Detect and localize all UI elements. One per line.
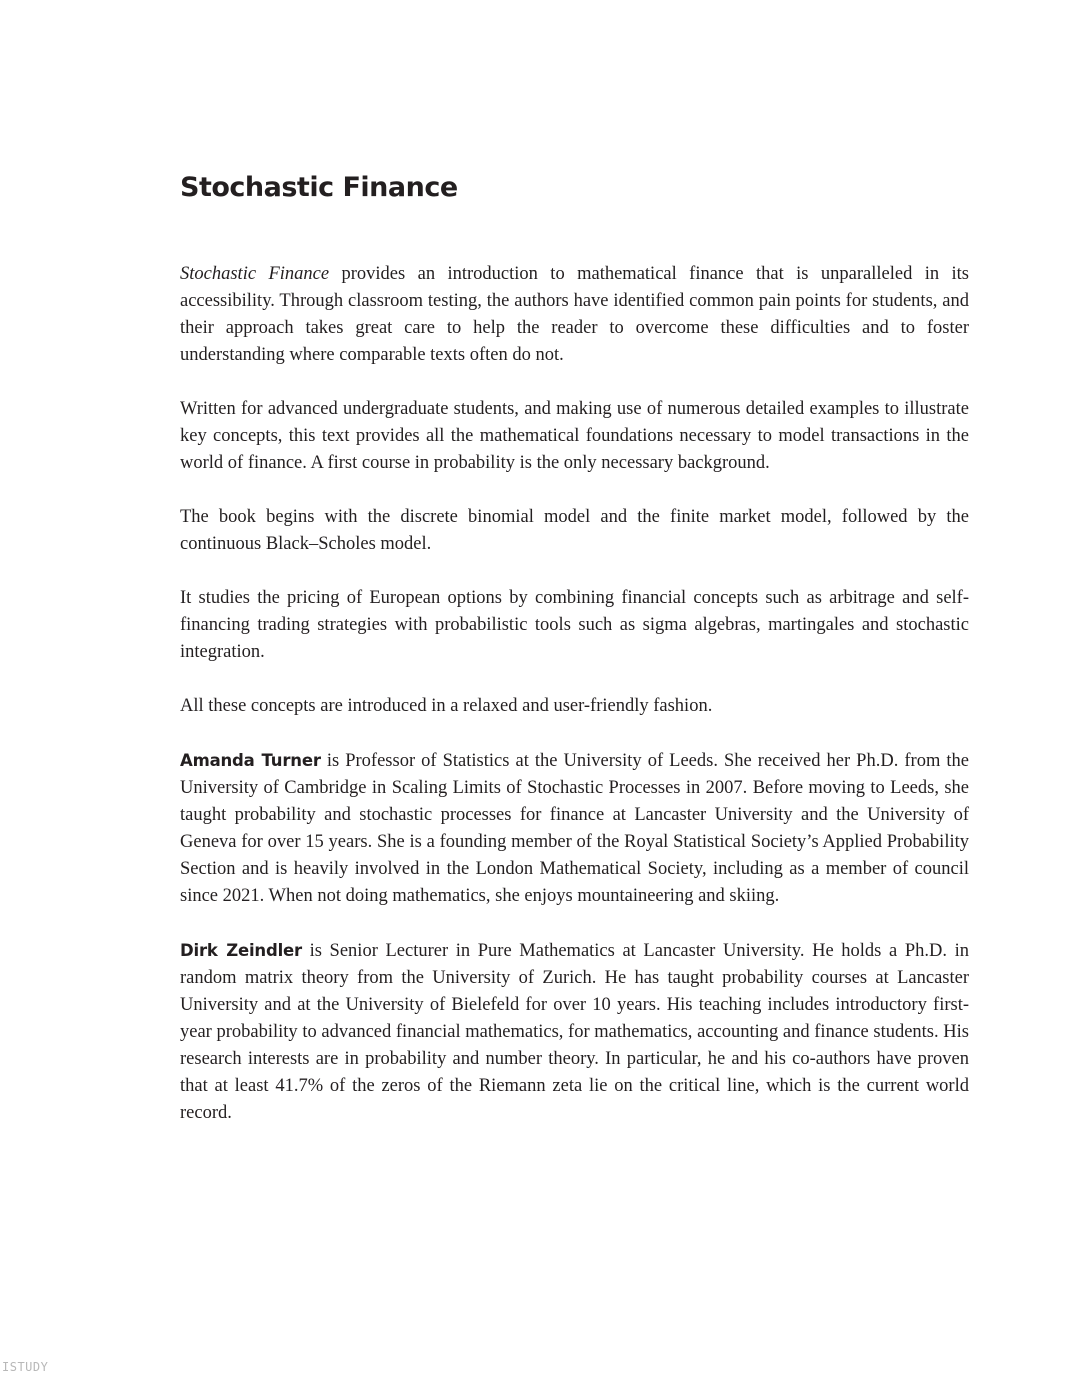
author-name: Amanda Turner xyxy=(180,751,321,770)
intro-text: provides an introduction to mathematical finance that is unparalleled in its accessibility. Through classroom testing, the authors have identified common pain points for students, and their approach takes great care to help the reader to overcome these difficulties and to foster understanding where comparable texts often do not. xyxy=(180,264,970,365)
author-bio xyxy=(180,747,969,910)
intro-paragraph xyxy=(180,261,969,369)
book-description xyxy=(180,261,969,1127)
author-bio xyxy=(180,937,969,1127)
description-paragraph: All these concepts are introduced in a relaxed and user-friendly fashion. xyxy=(180,696,713,716)
watermark: ISTUDY xyxy=(2,1360,49,1374)
description-paragraph: It studies the pricing of European options by combining financial concepts such as arbitrage and self-financing trading strategies with probabilistic tools such as sigma algebras, martingales and stochastic integration. xyxy=(180,588,969,662)
author-bio-text: is Professor of Statistics at the University of Leeds. She received her Ph.D. from the University of Cambridge in Scaling Limits of Stochastic Processes in 2007. Before moving to Leeds, she taught probability and stochastic processes for finance at Lancaster University and the University of Geneva for over 15 years. She is a founding member of the Royal Statistical Society’s Applied Probability Section and is heavily involved in the London Mathematical Society, including as a member of council since 2021. When not doing mathematics, she enjoys mountaineering and skiing. xyxy=(180,751,969,906)
description-paragraph: Written for advanced undergraduate students, and making use of numerous detailed examples to illustrate key concepts, this text provides all the mathematical foundations necessary to model transactions in the world of finance. A first course in probability is the only necessary background. xyxy=(180,399,969,473)
author-name: Dirk Zeindler xyxy=(180,941,302,960)
author-bio-text: is Senior Lecturer in Pure Mathematics at Lancaster University. He holds a Ph.D. in random matrix theory from the University of Zurich. He has taught probability courses at Lancaster University and at the University of Bielefeld for over 10 years. His teaching includes introductory first-year probability to advanced financial mathematics, for mathematics, accounting and finance students. His research interests are in probability and number theory. In particular, he and his co-authors have proven that at least 41.7% of the zeros of the Riemann zeta lie on the critical line, which is the current world record. xyxy=(180,941,969,1123)
page-title: Stochastic Finance xyxy=(180,172,458,203)
book-title-reference: Stochastic Finance xyxy=(180,264,330,284)
description-paragraph: The book begins with the discrete binomial model and the finite market model, followed by the continuous Black–Scholes model. xyxy=(180,507,969,554)
